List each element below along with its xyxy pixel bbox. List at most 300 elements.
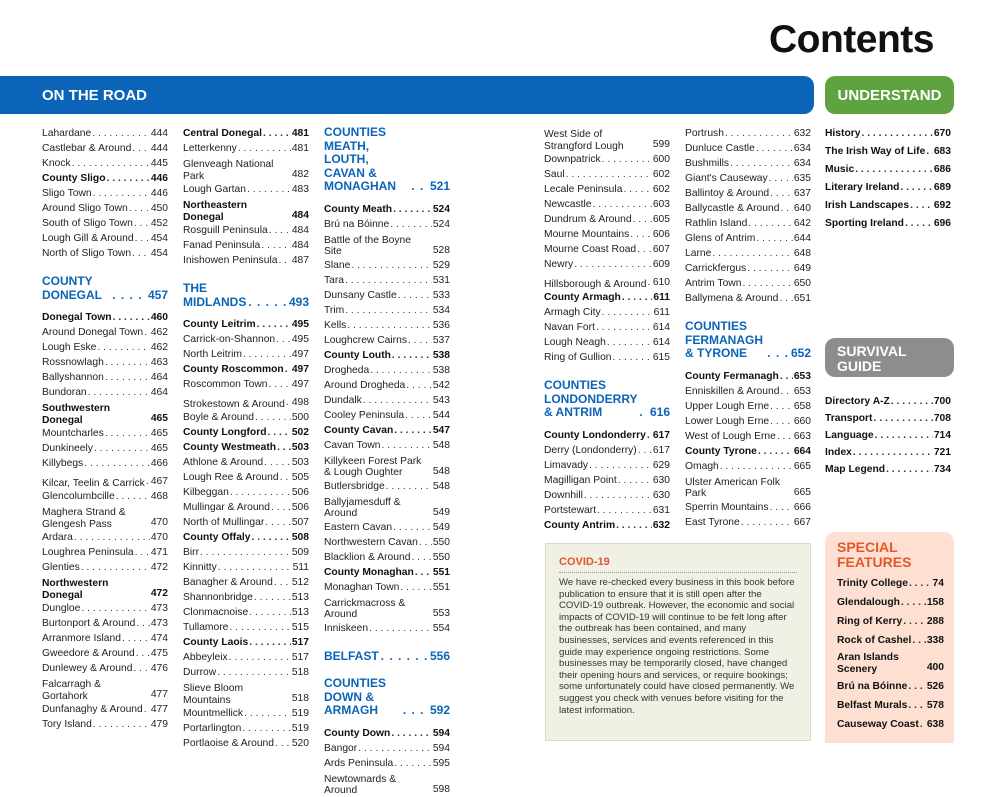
- toc-entry-dunluce-castle[interactable]: [685, 141, 811, 156]
- toc-entry-kells[interactable]: [324, 318, 450, 333]
- toc-entry-name: Northwestern Donegal: [42, 578, 109, 601]
- section-heading-counties-meath-louth-cavan-monaghan[interactable]: [324, 126, 450, 194]
- toc-entry-name: Dunsany Castle: [324, 289, 397, 301]
- toc-entry-ulster-american-folk-park[interactable]: [685, 477, 811, 500]
- leader-dots: [390, 217, 432, 232]
- toc-entry-name: Blacklion & Around: [324, 551, 411, 563]
- toc-entry-page: 663: [793, 430, 811, 442]
- toc-entry-lough-gill-around[interactable]: [42, 231, 168, 246]
- toc-entry-name: County Longford: [183, 427, 267, 438]
- toc-entry-page: 505: [291, 472, 309, 483]
- toc-entry-clonmacnoise[interactable]: [183, 605, 309, 620]
- section-heading-county-donegal[interactable]: [42, 275, 168, 302]
- toc-entry-cooley-peninsula[interactable]: [324, 408, 450, 423]
- toc-entry-name: Ballycastle & Around: [685, 203, 780, 214]
- toc-entry-bangor[interactable]: [324, 741, 450, 756]
- toc-entry-page: 288: [926, 616, 944, 627]
- toc-entry-name: Brú na Bóinne: [324, 218, 390, 230]
- toc-entry-kilbeggan[interactable]: [183, 485, 309, 500]
- toc-entry-name: Kilbeggan: [183, 487, 229, 498]
- toc-entry-name: Around Donegal Town: [42, 327, 144, 338]
- toc-entry-shannonbridge[interactable]: [183, 590, 309, 605]
- toc-entry-dundalk[interactable]: [324, 393, 450, 408]
- toc-entry-killykeen-forest-park-lough-oughter[interactable]: [324, 456, 450, 479]
- toc-entry-page: 666: [793, 501, 811, 513]
- leader-dots: [200, 545, 291, 560]
- toc-entry-portarlington[interactable]: [183, 721, 309, 736]
- toc-entry-county-longford[interactable]: [183, 425, 309, 440]
- leader-dots: [134, 216, 150, 231]
- toc-entry-name: Dunlewey & Around: [42, 663, 133, 674]
- toc-entry-music[interactable]: [825, 162, 951, 177]
- toc-entry-name: Ballyjamesduff & Around: [324, 496, 401, 519]
- leader-dots: [756, 141, 793, 156]
- toc-entry-durrow[interactable]: [183, 665, 309, 680]
- toc-entry-donegal-town[interactable]: [42, 310, 168, 325]
- toc-entry-northwestern-donegal[interactable]: [42, 578, 168, 601]
- toc-entry-tara[interactable]: [324, 273, 450, 288]
- toc-entry-county-monaghan[interactable]: [324, 565, 450, 580]
- leader-dots: [392, 348, 432, 363]
- toc-entry-glencolumbcille[interactable]: [42, 489, 168, 504]
- toc-entry-ballintoy-around[interactable]: [685, 186, 811, 201]
- toc-entry-name: Bundoran: [42, 387, 87, 398]
- leader-dots: [230, 485, 291, 500]
- toc-entry-br-na-b-inne[interactable]: [837, 679, 944, 694]
- leader-dots: [135, 545, 150, 560]
- toc-entry-county-westmeath[interactable]: [183, 440, 309, 455]
- toc-entry-mullingar-around[interactable]: [183, 500, 309, 515]
- toc-entry-name: Rock of Cashel: [837, 635, 912, 646]
- toc-entry-upper-lough-erne[interactable]: [685, 399, 811, 414]
- toc-entry-omagh[interactable]: [685, 459, 811, 474]
- toc-entry-county-armagh[interactable]: [544, 290, 670, 305]
- leader-dots: [861, 126, 932, 141]
- toc-entry-hillsborough-around[interactable]: [544, 275, 670, 290]
- toc-entry-page: 602: [652, 169, 670, 180]
- toc-entry-ballymena-around[interactable]: [685, 291, 811, 306]
- toc-entry-page: 468: [150, 491, 168, 502]
- toc-entry-page: 472: [150, 588, 168, 599]
- toc-entry-southwestern-donegal[interactable]: [42, 403, 168, 426]
- toc-entry-name: Castlebar & Around: [42, 143, 132, 154]
- toc-entry-enniskillen-around[interactable]: [685, 384, 811, 399]
- toc-entry-causeway-coast[interactable]: [837, 717, 944, 732]
- toc-entry-ballycastle-around[interactable]: [685, 201, 811, 216]
- toc-entry-page: 667: [793, 516, 811, 528]
- toc-entry-page: 503: [291, 457, 309, 468]
- toc-entry-name: County Armagh: [544, 292, 621, 303]
- toc-entry-name: Downpatrick: [544, 154, 601, 165]
- section-heading-the-midlands[interactable]: [183, 282, 309, 309]
- toc-entry-boyle-around[interactable]: [183, 410, 309, 425]
- toc-entry-lough-ree-around[interactable]: [183, 470, 309, 485]
- toc-entry-kinnitty[interactable]: [183, 560, 309, 575]
- toc-entry-armagh-city[interactable]: [544, 305, 670, 320]
- toc-entry-page: 519: [291, 723, 309, 734]
- leader-dots: [406, 378, 432, 393]
- leader-dots: [393, 202, 432, 217]
- toc-entry-rossnowlagh[interactable]: [42, 355, 168, 370]
- toc-entry-trinity-college[interactable]: [837, 576, 944, 591]
- toc-entry-name: Sporting Ireland: [825, 218, 904, 229]
- toc-entry-page: 517: [291, 652, 309, 663]
- toc-entry-page: 473: [150, 603, 168, 614]
- leader-dots: [770, 186, 793, 201]
- toc-entry-county-offaly[interactable]: [183, 530, 309, 545]
- toc-entry-page: 611: [653, 307, 670, 318]
- toc-entry-burtonport-around[interactable]: [42, 616, 168, 631]
- toc-entry-killybegs[interactable]: [42, 456, 168, 471]
- leader-dots: [747, 261, 793, 276]
- toc-entry-mountmellick[interactable]: [183, 706, 309, 721]
- toc-entry-history[interactable]: [825, 126, 951, 141]
- leader-dots: [394, 423, 432, 438]
- toc-entry-page: 158: [926, 597, 944, 608]
- toc-entry-north-of-mullingar[interactable]: [183, 515, 309, 530]
- toc-entry-county-tyrone[interactable]: [685, 444, 811, 459]
- toc-entry-banagher-around[interactable]: [183, 575, 309, 590]
- toc-entry-mountcharles[interactable]: [42, 426, 168, 441]
- toc-entry-glens-of-antrim[interactable]: [685, 231, 811, 246]
- toc-entry-name: Gweedore & Around: [42, 648, 135, 659]
- toc-entry-page: 454: [150, 233, 168, 244]
- toc-entry-county-leitrim[interactable]: [183, 317, 309, 332]
- toc-entry-butlersbridge[interactable]: [324, 479, 450, 494]
- toc-entry-fanad-peninsula[interactable]: [183, 238, 309, 253]
- toc-entry-glenties[interactable]: [42, 560, 168, 575]
- toc-entry-name: Bushmills: [685, 158, 730, 169]
- toc-entry-downpatrick[interactable]: [544, 152, 670, 167]
- toc-entry-newcastle[interactable]: [544, 197, 670, 212]
- toc-entry-transport[interactable]: [825, 411, 951, 426]
- toc-entry-central-donegal[interactable]: [183, 126, 309, 141]
- toc-entry-east-tyrone[interactable]: [685, 515, 811, 530]
- toc-entry-newtownards-around[interactable]: [324, 774, 450, 797]
- toc-entry-county-meath[interactable]: [324, 202, 450, 217]
- toc-entry-name: Belfast Murals: [837, 700, 908, 711]
- toc-entry-county-antrim[interactable]: [544, 518, 670, 533]
- toc-entry-maghera-strand-glengesh-pass[interactable]: [42, 507, 168, 530]
- leader-dots: [97, 340, 149, 355]
- toc-entry-strokestown-around[interactable]: [183, 395, 309, 410]
- toc-entry-roscommon-town[interactable]: [183, 377, 309, 392]
- toc-entry-page: 444: [150, 128, 168, 139]
- toc-entry-knock[interactable]: [42, 156, 168, 171]
- toc-entry-tullamore[interactable]: [183, 620, 309, 635]
- toc-entry-portlaoise-around[interactable]: [183, 736, 309, 751]
- toc-entry-portrush[interactable]: [685, 126, 811, 141]
- toc-entry-ballyshannon[interactable]: [42, 370, 168, 385]
- toc-entry-sligo-town[interactable]: [42, 186, 168, 201]
- toc-entry-athlone-around[interactable]: [183, 455, 309, 470]
- toc-entry-name: Newtownards & Around: [324, 773, 397, 796]
- toc-entry-br-na-b-inne[interactable]: [324, 217, 450, 232]
- toc-entry-around-sligo-town[interactable]: [42, 201, 168, 216]
- toc-entry-page: 503: [291, 442, 309, 453]
- toc-entry-ballyjamesduff-around[interactable]: [324, 497, 450, 520]
- toc-entry-north-leitrim[interactable]: [183, 347, 309, 362]
- toc-entry-carrick-on-shannon[interactable]: [183, 332, 309, 347]
- toc-entry-the-irish-way-of-life[interactable]: [825, 144, 951, 159]
- toc-entry-name: COUNTIES LONDONDERRY & ANTRIM: [544, 378, 638, 419]
- leader-dots: [244, 706, 291, 721]
- toc-entry-rock-of-cashel[interactable]: [837, 633, 944, 648]
- leader-dots: [252, 530, 291, 545]
- toc-entry-name: Ballymena & Around: [685, 293, 779, 304]
- toc-entry-page: 477: [150, 689, 168, 700]
- toc-entry-name: Giant's Causeway: [685, 173, 768, 184]
- toc-entry-page: 446: [150, 173, 168, 184]
- toc-entry-page: 547: [432, 424, 450, 436]
- toc-entry-mourne-mountains[interactable]: [544, 227, 670, 242]
- toc-entry-language[interactable]: [825, 428, 951, 443]
- toc-entry-slane[interactable]: [324, 258, 450, 273]
- toc-entry-page: 670: [933, 128, 951, 139]
- toc-entry-name: Aran Islands Scenery: [837, 652, 899, 675]
- toc-entry-loughcrew-cairns[interactable]: [324, 333, 450, 348]
- toc-entry-ring-of-gullion[interactable]: [544, 350, 670, 365]
- toc-entry-dunfanaghy-around[interactable]: [42, 702, 168, 717]
- leader-dots: [229, 650, 291, 665]
- toc-entry-bushmills[interactable]: [685, 156, 811, 171]
- toc-entry-inniskeen[interactable]: [324, 621, 450, 636]
- toc-entry-page: 470: [150, 532, 168, 543]
- toc-entry-irish-landscapes[interactable]: [825, 198, 951, 213]
- toc-entry-name: Lough Ree & Around: [183, 472, 279, 483]
- toc-entry-page: 615: [652, 352, 670, 363]
- section-heading-counties-fermanagh-tyrone[interactable]: [685, 320, 811, 361]
- toc-entry-lower-lough-erne[interactable]: [685, 414, 811, 429]
- toc-entry-map-legend[interactable]: [825, 462, 951, 477]
- leader-dots: [276, 332, 291, 347]
- toc-entry-dunlewey-around[interactable]: [42, 661, 168, 676]
- toc-entry-cavan-town[interactable]: [324, 438, 450, 453]
- leader-dots: [398, 288, 432, 303]
- toc-entry-giant-s-causeway[interactable]: [685, 171, 811, 186]
- toc-entry-inishowen-peninsula[interactable]: [183, 253, 309, 268]
- toc-entry-page: 609: [652, 259, 670, 270]
- toc-entry-antrim-town[interactable]: [685, 276, 811, 291]
- toc-entry-mourne-coast-road[interactable]: [544, 242, 670, 257]
- leader-dots: [886, 462, 933, 477]
- toc-entry-name: Dundalk: [324, 394, 362, 406]
- toc-entry-page: 462: [150, 342, 168, 353]
- toc-entry-newry[interactable]: [544, 257, 670, 272]
- toc-entry-literary-ireland[interactable]: [825, 180, 951, 195]
- leader-dots: [770, 414, 793, 429]
- toc-entry-falcarragh-gortahork[interactable]: [42, 679, 168, 702]
- toc-entry-name: Birr: [183, 547, 200, 558]
- toc-entry-name: Lower Lough Erne: [685, 415, 770, 427]
- toc-entry-portstewart[interactable]: [544, 503, 670, 518]
- toc-entry-name: Inniskeen: [324, 622, 369, 634]
- toc-entry-name: Causeway Coast: [837, 719, 919, 730]
- toc-entry-directory-a-z[interactable]: [825, 394, 951, 409]
- toc-entry-northwestern-cavan[interactable]: [324, 535, 450, 550]
- toc-entry-page: 700: [933, 396, 951, 407]
- toc-entry-county-fermanagh[interactable]: [685, 369, 811, 384]
- toc-entry-county-down[interactable]: [324, 726, 450, 741]
- toc-entry-lecale-peninsula[interactable]: [544, 182, 670, 197]
- toc-entry-eastern-cavan[interactable]: [324, 520, 450, 535]
- toc-entry-slieve-bloom-mountains[interactable]: [183, 683, 309, 706]
- leader-dots: [93, 186, 150, 201]
- toc-entry-rathlin-island[interactable]: [685, 216, 811, 231]
- toc-entry-ards-peninsula[interactable]: [324, 756, 450, 771]
- section-heading-counties-londonderry-antrim[interactable]: [544, 379, 670, 420]
- toc-entry-name: Around Sligo Town: [42, 203, 128, 214]
- toc-entry-name: Downhill: [544, 489, 583, 501]
- toc-entry-glenveagh-national-park[interactable]: [183, 159, 309, 182]
- leader-dots: [748, 216, 792, 231]
- toc-entry-monaghan-town[interactable]: [324, 580, 450, 595]
- toc-entry-navan-fort[interactable]: [544, 320, 670, 335]
- toc-entry-tory-island[interactable]: [42, 717, 168, 732]
- toc-entry-page: 495: [291, 334, 309, 345]
- leader-dots: [408, 333, 432, 348]
- toc-entry-page: 475: [150, 648, 168, 659]
- toc-entry-belfast-murals[interactable]: [837, 698, 944, 713]
- toc-entry-page: 721: [933, 447, 951, 458]
- toc-entry-page: 513: [291, 607, 309, 618]
- toc-entry-magilligan-point[interactable]: [544, 473, 670, 488]
- toc-entry-county-sligo[interactable]: [42, 171, 168, 186]
- toc-entry-lough-gartan[interactable]: [183, 182, 309, 197]
- toc-entry-name: Lecale Peninsula: [544, 184, 623, 195]
- toc-entry-saul[interactable]: [544, 167, 670, 182]
- toc-entry-name: Strokestown & Around: [183, 398, 285, 410]
- toc-column-2: [183, 126, 309, 751]
- toc-entry-name: Portlaoise & Around: [183, 738, 275, 749]
- toc-entry-page: 548: [432, 480, 450, 492]
- leader-dots: [607, 335, 652, 350]
- toc-entry-page: 605: [652, 214, 670, 225]
- toc-entry-letterkenny[interactable]: [183, 141, 309, 156]
- toc-entry-name: Literary Ireland: [825, 182, 900, 193]
- toc-entry-name: Kells: [324, 319, 347, 331]
- toc-entry-name: Dunluce Castle: [685, 143, 755, 154]
- toc-entry-carrickfergus[interactable]: [685, 261, 811, 276]
- toc-entry-around-drogheda[interactable]: [324, 378, 450, 393]
- toc-entry-name: Killybegs: [42, 458, 84, 469]
- leader-dots: [725, 126, 793, 141]
- toc-entry-page: 534: [432, 304, 450, 316]
- toc-entry-page: 512: [291, 577, 309, 588]
- toc-entry-name: Butlersbridge: [324, 480, 385, 492]
- toc-entry-page: 595: [432, 757, 450, 769]
- toc-entry-trim[interactable]: [324, 303, 450, 318]
- toc-entry-ring-of-kerry[interactable]: [837, 614, 944, 629]
- leader-dots: [647, 275, 651, 290]
- toc-entry-around-donegal-town[interactable]: [42, 325, 168, 340]
- toc-entry-dundrum-around[interactable]: [544, 212, 670, 227]
- toc-entry-south-of-sligo-town[interactable]: [42, 216, 168, 231]
- toc-entry-west-side-of-strangford-lough[interactable]: [544, 129, 670, 152]
- toc-entry-ardara[interactable]: [42, 530, 168, 545]
- toc-entry-dungloe[interactable]: [42, 601, 168, 616]
- toc-entry-loughrea-peninsula[interactable]: [42, 545, 168, 560]
- leader-dots: [905, 216, 933, 231]
- toc-entry-page: 498: [291, 397, 309, 408]
- toc-entry-page: 474: [150, 633, 168, 644]
- leader-dots: [275, 736, 291, 751]
- toc-entry-limavady[interactable]: [544, 458, 670, 473]
- toc-entry-northeastern-donegal[interactable]: [183, 200, 309, 223]
- toc-entry-dunsany-castle[interactable]: [324, 288, 450, 303]
- section-heading-counties-down-armagh[interactable]: [324, 677, 450, 718]
- toc-entry-birr[interactable]: [183, 545, 309, 560]
- toc-entry-sporting-ireland[interactable]: [825, 216, 951, 231]
- toc-entry-name: Ballyshannon: [42, 372, 104, 383]
- toc-entry-name: Sperrin Mountains: [685, 501, 769, 513]
- toc-entry-glendalough[interactable]: [837, 595, 944, 610]
- toc-entry-arranmore-island[interactable]: [42, 631, 168, 646]
- toc-entry-page: 481: [291, 143, 309, 154]
- toc-entry-battle-of-the-boyne-site[interactable]: [324, 235, 450, 258]
- toc-entry-lough-eske[interactable]: [42, 340, 168, 355]
- toc-entry-name: West Side of Strangford Lough: [544, 129, 624, 152]
- toc-entry-county-londonderry[interactable]: [544, 428, 670, 443]
- toc-entry-castlebar-around[interactable]: [42, 141, 168, 156]
- toc-entry-sperrin-mountains[interactable]: [685, 500, 811, 515]
- toc-entry-rosguill-peninsula[interactable]: [183, 223, 309, 238]
- toc-entry-drogheda[interactable]: [324, 363, 450, 378]
- toc-entry-page: 482: [291, 169, 309, 180]
- leader-dots: [286, 395, 291, 410]
- toc-entry-county-cavan[interactable]: [324, 423, 450, 438]
- toc-entry-blacklion-around[interactable]: [324, 550, 450, 565]
- toc-entry-lahardane[interactable]: [42, 126, 168, 141]
- toc-entry-county-laois[interactable]: [183, 635, 309, 650]
- leader-dots: [779, 291, 793, 306]
- toc-entry-aran-islands-scenery[interactable]: [837, 652, 944, 675]
- toc-entry-page: 483: [291, 184, 309, 195]
- leader-dots: [269, 223, 291, 238]
- toc-entry-county-louth[interactable]: [324, 348, 450, 363]
- toc-entry-gweedore-around[interactable]: [42, 646, 168, 661]
- toc-entry-name: Abbeyleix: [183, 652, 228, 663]
- toc-entry-name: County Meath: [324, 203, 393, 215]
- toc-entry-name: County Monaghan: [324, 566, 414, 578]
- toc-entry-page: 544: [432, 409, 450, 421]
- toc-entry-county-roscommon[interactable]: [183, 362, 309, 377]
- toc-entry-bundoran[interactable]: [42, 385, 168, 400]
- toc-entry-abbeyleix[interactable]: [183, 650, 309, 665]
- toc-entry-name: Donegal Town: [42, 312, 112, 323]
- toc-entry-dunkineely[interactable]: [42, 441, 168, 456]
- toc-entry-page: 642: [793, 218, 811, 229]
- toc-entry-downhill[interactable]: [544, 488, 670, 503]
- toc-entry-larne[interactable]: [685, 246, 811, 261]
- toc-entry-name: Map Legend: [825, 464, 886, 475]
- toc-entry-name: County Laois: [183, 637, 249, 648]
- toc-entry-page: 637: [793, 188, 811, 199]
- leader-dots: [411, 550, 431, 565]
- toc-entry-kilcar-teelin-carrick[interactable]: [42, 474, 168, 489]
- toc-entry-lough-neagh[interactable]: [544, 335, 670, 350]
- toc-entry-page: 477: [150, 704, 168, 715]
- toc-entry-index[interactable]: [825, 445, 951, 460]
- toc-entry-page: 714: [933, 430, 951, 441]
- toc-entry-west-of-lough-erne[interactable]: [685, 429, 811, 444]
- leader-dots: [602, 152, 652, 167]
- toc-entry-carrickmacross-around[interactable]: [324, 598, 450, 621]
- leader-dots: [386, 479, 432, 494]
- toc-entry-north-of-sligo-town[interactable]: [42, 246, 168, 261]
- section-heading-belfast[interactable]: [324, 650, 450, 664]
- toc-entry-derry-londonderry[interactable]: [544, 443, 670, 458]
